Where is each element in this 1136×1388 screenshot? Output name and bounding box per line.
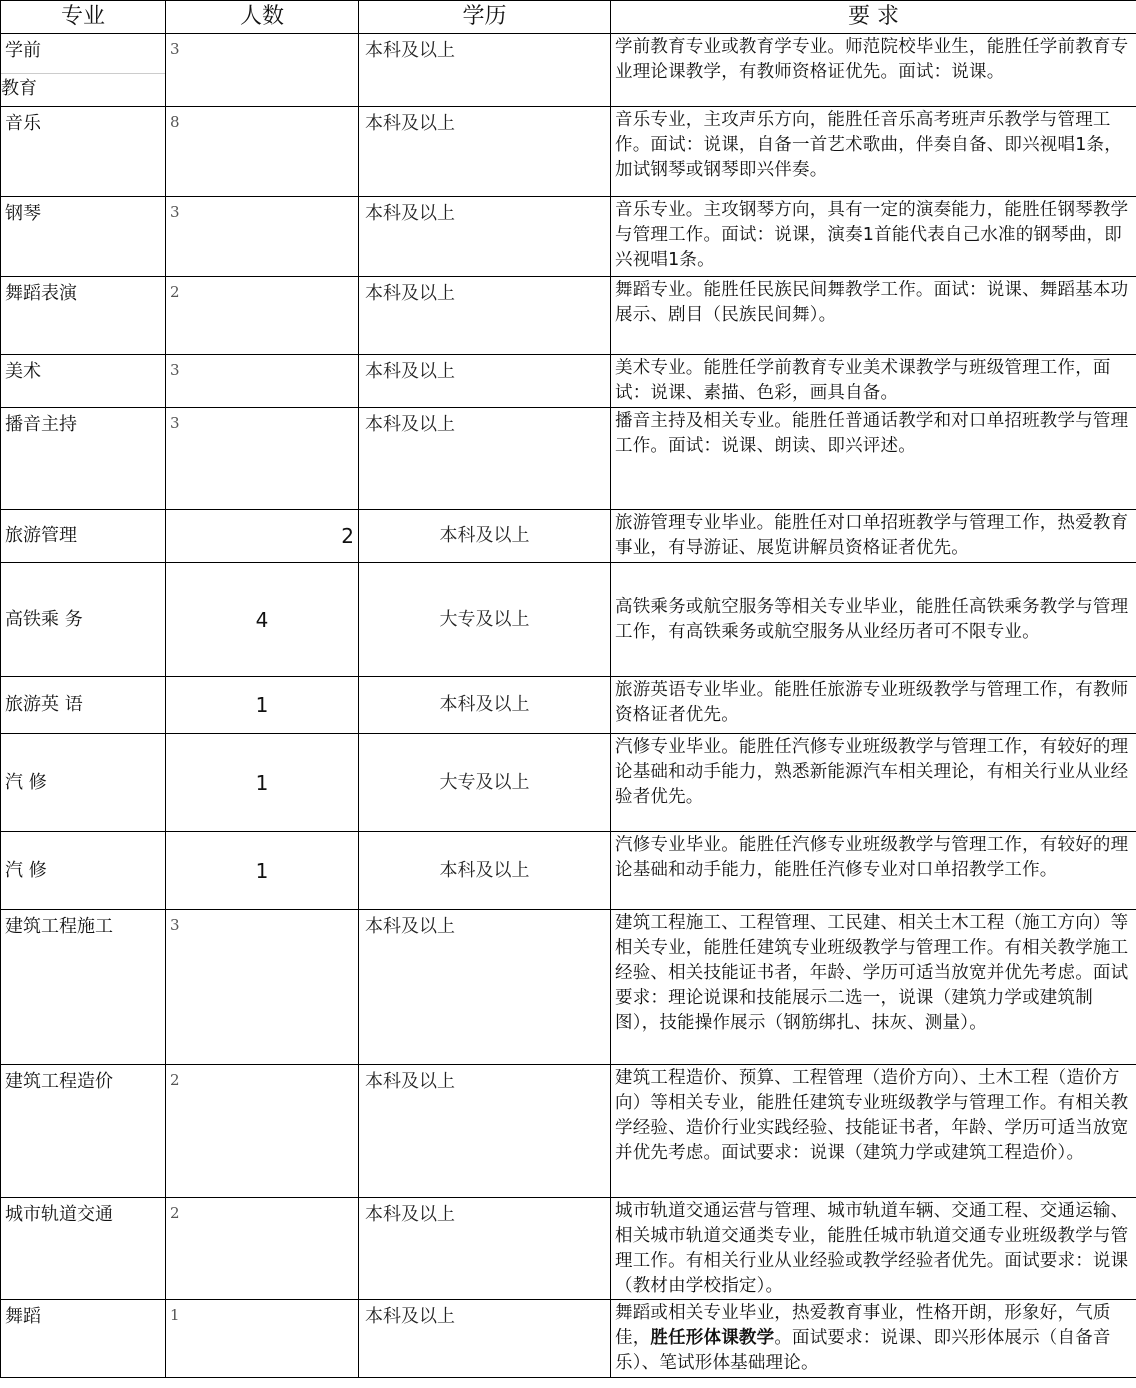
- major-cell: 高铁乘 务: [1, 563, 166, 677]
- education-cell: 本科及以上: [359, 107, 611, 197]
- major-cell: 汽 修: [1, 734, 166, 832]
- table-row: [1, 107, 1136, 197]
- education-cell: 本科及以上: [359, 408, 611, 510]
- requirements-cell: 汽修专业毕业。能胜任汽修专业班级教学与管理工作，有较好的理论基础和动手能力，能胜任汽修专业对口单招教学工作。: [611, 832, 1136, 910]
- count-cell: 2: [166, 1065, 359, 1198]
- count-cell: 1: [166, 832, 359, 910]
- education-cell: 本科及以上: [359, 677, 611, 734]
- education-cell: 本科及以上: [359, 34, 611, 107]
- table-row: [1, 197, 1136, 277]
- requirements-cell: 建筑工程施工、工程管理、工民建、相关土木工程（施工方向）等相关专业，能胜任建筑专业班级教学与管理工作。有相关教学施工经验、相关技能证书者，年龄、学历可适当放宽并优先考虑。面试要求：理论说课和技能展示二选一，说课（建筑力学或建筑制图），技能操作展示（钢筋绑扎、抹灰、测量）。: [611, 910, 1136, 1065]
- count-cell: 3: [166, 34, 359, 107]
- education-cell: 本科及以上: [359, 832, 611, 910]
- requirements-emphasis: 胜任形体课教学: [650, 1328, 775, 1348]
- table-row: [1, 677, 1136, 734]
- education-cell: 本科及以上: [359, 197, 611, 277]
- table-row: [1, 1065, 1136, 1198]
- count-cell: 3: [166, 355, 359, 408]
- requirements-cell: 高铁乘务或航空服务等相关专业毕业，能胜任高铁乘务教学与管理工作，有高铁乘务或航空服务从业经历者可不限专业。: [611, 563, 1136, 677]
- header-row: [1, 1, 1136, 34]
- major-cell: 建筑工程施工: [1, 910, 166, 1065]
- major-cell: 音乐: [1, 107, 166, 197]
- count-cell: 2: [166, 510, 359, 563]
- major-cell: 播音主持: [1, 408, 166, 510]
- table-row: [1, 910, 1136, 1065]
- major-cell: 舞蹈表演: [1, 277, 166, 355]
- requirements-cell: 音乐专业，主攻声乐方向，能胜任音乐高考班声乐教学与管理工作。面试：说课，自备一首艺术歌曲，伴奏自备、即兴视唱1条，加试钢琴或钢琴即兴伴奏。: [611, 107, 1136, 197]
- count-cell: 1: [166, 1300, 359, 1378]
- education-cell: 本科及以上: [359, 277, 611, 355]
- major-cell: 舞蹈: [1, 1300, 166, 1378]
- requirements-cell: 城市轨道交通运营与管理、城市轨道车辆、交通工程、交通运输、相关城市轨道交通类专业，能胜任城市轨道交通专业班级教学与管理工作。有相关行业从业经验或教学经验者优先。面试要求：说课（教材由学校指定）。: [611, 1198, 1136, 1300]
- table-row: [1, 734, 1136, 832]
- education-cell: 本科及以上: [359, 1198, 611, 1300]
- requirements-cell: 旅游英语专业毕业。能胜任旅游专业班级教学与管理工作，有教师资格证者优先。: [611, 677, 1136, 734]
- table-row: [1, 1198, 1136, 1300]
- major-cell: [1, 34, 166, 107]
- education-cell: 大专及以上: [359, 734, 611, 832]
- table-row: [1, 563, 1136, 677]
- requirements-cell: 建筑工程造价、预算、工程管理（造价方向）、土木工程（造价方向）等相关专业，能胜任建筑专业班级教学与管理工作。有相关教学经验、造价行业实践经验、技能证书者，年龄、学历可适当放宽并优先考虑。面试要求：说课（建筑力学或建筑工程造价）。: [611, 1065, 1136, 1198]
- count-cell: 3: [166, 910, 359, 1065]
- requirements-cell: 音乐专业。主攻钢琴方向，具有一定的演奏能力，能胜任钢琴教学与管理工作。面试：说课，演奏1首能代表自己水准的钢琴曲，即兴视唱1条。: [611, 197, 1136, 277]
- education-cell: 本科及以上: [359, 910, 611, 1065]
- count-cell: 1: [166, 677, 359, 734]
- requirements-cell: 播音主持及相关专业。能胜任普通话教学和对口单招班教学与管理工作。面试：说课、朗读、即兴评述。: [611, 408, 1136, 510]
- requirements-text: 。面试要求：说课、即兴形体展示（自备音乐）、笔试形体基础理论。: [615, 1328, 1111, 1373]
- major-label-top: 学前: [5, 40, 41, 61]
- header-requirements: 要 求: [611, 1, 1136, 34]
- requirements-cell: 旅游管理专业毕业。能胜任对口单招班教学与管理工作，热爱教育事业，有导游证、展览讲解员资格证者优先。: [611, 510, 1136, 563]
- major-cell: 汽 修: [1, 832, 166, 910]
- header-education: 学历: [359, 1, 611, 34]
- major-cell: 旅游管理: [1, 510, 166, 563]
- requirements-cell: 舞蹈专业。能胜任民族民间舞教学工作。面试：说课、舞蹈基本功展示、剧目（民族民间舞）。: [611, 277, 1136, 355]
- education-cell: 本科及以上: [359, 355, 611, 408]
- count-cell: 3: [166, 197, 359, 277]
- header-count: 人数: [166, 1, 359, 34]
- major-cell: 旅游英 语: [1, 677, 166, 734]
- education-cell: 本科及以上: [359, 1065, 611, 1198]
- count-cell: 3: [166, 408, 359, 510]
- requirements-cell: [611, 1300, 1136, 1378]
- table-row: [1, 408, 1136, 510]
- table-row: [1, 510, 1136, 563]
- count-cell: 1: [166, 734, 359, 832]
- table-row: [1, 355, 1136, 408]
- education-cell: 大专及以上: [359, 563, 611, 677]
- major-cell: 美术: [1, 355, 166, 408]
- count-cell: 4: [166, 563, 359, 677]
- table-row: [1, 34, 1136, 107]
- major-cell: 钢琴: [1, 197, 166, 277]
- major-cell: 城市轨道交通: [1, 1198, 166, 1300]
- count-cell: 2: [166, 1198, 359, 1300]
- table-row: [1, 1300, 1136, 1378]
- major-cell: 建筑工程造价: [1, 1065, 166, 1198]
- major-label-bottom: 教育: [1, 73, 165, 102]
- table-row: [1, 832, 1136, 910]
- count-cell: 8: [166, 107, 359, 197]
- requirements-text: 舞蹈或相关专业毕业，热爱教育事业，性格开朗，形象好，气质佳，: [615, 1303, 1111, 1348]
- education-cell: 本科及以上: [359, 510, 611, 563]
- count-cell: 2: [166, 277, 359, 355]
- requirements-cell: 学前教育专业或教育学专业。师范院校毕业生，能胜任学前教育专业理论课教学，有教师资格证优先。面试：说课。: [611, 34, 1136, 107]
- requirements-cell: 美术专业。能胜任学前教育专业美术课教学与班级管理工作，面试：说课、素描、色彩，画具自备。: [611, 355, 1136, 408]
- education-cell: 本科及以上: [359, 1300, 611, 1378]
- requirements-cell: 汽修专业毕业。能胜任汽修专业班级教学与管理工作，有较好的理论基础和动手能力，熟悉新能源汽车相关理论，有相关行业从业经验者优先。: [611, 734, 1136, 832]
- header-major: 专业: [1, 1, 166, 34]
- table-row: [1, 277, 1136, 355]
